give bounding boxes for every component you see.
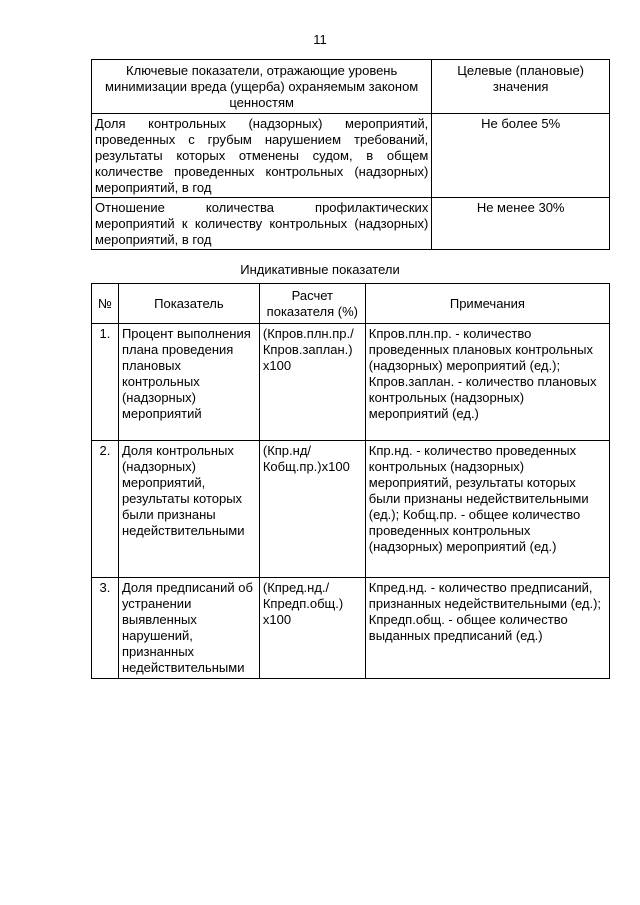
key-indicator-cell: Отношение количества профилактических мероприятий к количеству контрольных (надзорных) мероприятий, в год <box>92 198 432 250</box>
target-value-cell: Не менее 30% <box>432 198 610 250</box>
row-calc: (Кпров.плн.пр./ Кпров.заплан.) х100 <box>259 324 365 441</box>
row-num: 3. <box>92 578 119 679</box>
header-calc: Расчет показателя (%) <box>259 284 365 324</box>
indicative-table <box>91 283 610 679</box>
row-indicator: Доля предписаний об устранении выявленных нарушений, признанных недействительными <box>118 578 259 679</box>
row-notes: Кпред.нд. - количество предписаний, признанных недействительными (ед.); Кпредп.общ. - общее количество выданных предписаний (ед.) <box>365 578 609 679</box>
row-indicator: Процент выполнения плана проведения плановых контрольных (надзорных) мероприятий <box>118 324 259 441</box>
indicative-heading: Индикативные показатели <box>240 262 400 277</box>
indicative-header-row <box>92 284 610 324</box>
table-row <box>92 441 610 578</box>
table-row <box>92 578 610 679</box>
header-notes: Примечания <box>365 284 609 324</box>
key-indicator-cell: Доля контрольных (надзорных) мероприятий, проведенных с грубым нарушением требований, результаты которых отменены судом, в общем количестве проведенных контрольных (надзорных) мероприятий, в год <box>92 114 432 198</box>
table-row <box>92 198 610 250</box>
header-indicator: Показатель <box>118 284 259 324</box>
key-indicators-header-row <box>92 60 610 114</box>
page-number: 11 <box>313 32 327 47</box>
header-num: № <box>92 284 119 324</box>
row-indicator: Доля контрольных (надзорных) мероприятий, результаты которых были признаны недействительными <box>118 441 259 578</box>
key-indicators-header-target: Целевые (плановые) значения <box>432 60 610 114</box>
row-calc: (Кпред.нд./ Кпредп.общ.) х100 <box>259 578 365 679</box>
key-indicators-table <box>91 59 610 250</box>
key-indicators-header-indicator: Ключевые показатели, отражающие уровень минимизации вреда (ущерба) охраняемым законом ценностям <box>92 60 432 114</box>
target-value-cell: Не более 5% <box>432 114 610 198</box>
row-num: 1. <box>92 324 119 441</box>
row-notes: Кпров.плн.пр. - количество проведенных плановых контрольных (надзорных) мероприятий (ед.); Кпров.заплан. - количество плановых контрольных (надзорных) мероприятий (ед.) <box>365 324 609 441</box>
table-row <box>92 324 610 441</box>
row-notes: Кпр.нд. - количество проведенных контрольных (надзорных) мероприятий, результаты которых были признаны недействительными (ед.); Кобщ.пр. - общее количество проведенных контрольных (надзорных) мероприятий (ед.) <box>365 441 609 578</box>
row-calc: (Кпр.нд/ Кобщ.пр.)х100 <box>259 441 365 578</box>
row-num: 2. <box>92 441 119 578</box>
table-row <box>92 114 610 198</box>
